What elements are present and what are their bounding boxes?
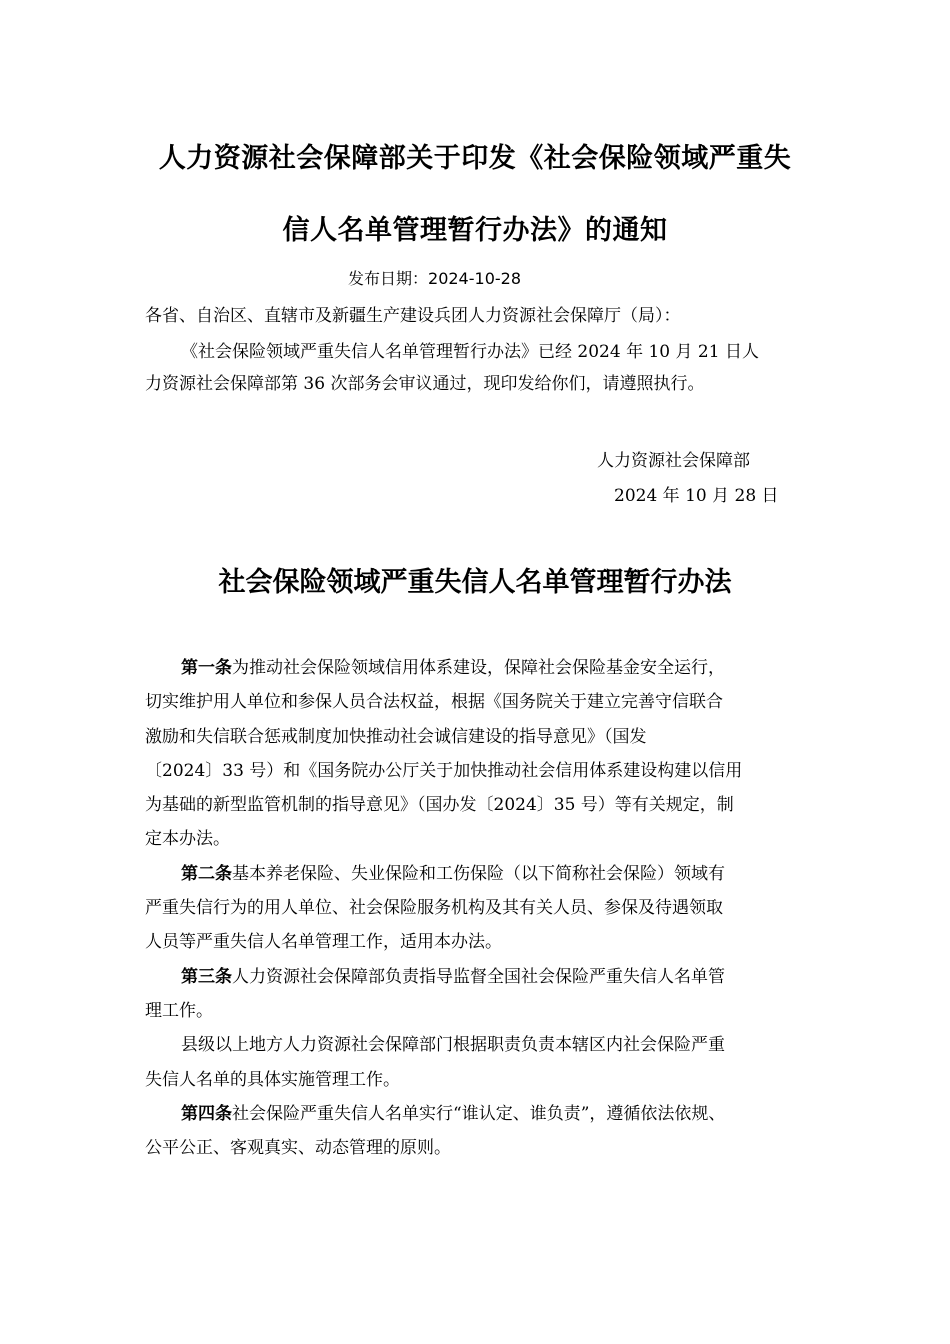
article-line: 失信人名单的具体实施管理工作。 [145, 1069, 400, 1090]
signer-date: 2024 年 10 月 28 日 [614, 486, 779, 506]
article-1-first-line [145, 651, 815, 685]
notice-body-line: 力资源社会保障部第 36 次部务会审议通过，现印发给你们，请遵照执行。 [145, 374, 705, 394]
publish-date-label: 发布日期： [348, 269, 429, 288]
measures-title: 社会保险领域严重失信人名单管理暂行办法 [218, 567, 732, 598]
article-line: 理工作。 [145, 1000, 213, 1021]
article-line: 激励和失信联合惩戒制度加快推动社会诚信建设的指导意见》（国发 [145, 726, 647, 747]
notice-body-line: 《社会保险领域严重失信人名单管理暂行办法》已经 2024 年 10 月 21 日人 [181, 342, 759, 362]
notice-title-line-1: 人力资源社会保障部关于印发《社会保险领域严重失 [158, 143, 792, 174]
article-line: 公平公正、客观真实、动态管理的原则。 [145, 1138, 451, 1159]
article-line: 〔2024〕33 号）和《国务院办公厅关于加快推动社会信用体系建设构建以信用 [145, 760, 743, 781]
article-3-first-line [145, 960, 815, 994]
article-4-first-line [145, 1097, 815, 1131]
signer-organization: 人力资源社会保障部 [597, 451, 750, 471]
article-line: 定本办法。 [145, 829, 230, 850]
article-line: 为基础的新型监管机制的指导意见》（国办发〔2024〕35 号）等有关规定，制 [145, 795, 734, 816]
publish-date [348, 266, 521, 289]
article-line: 社会保险严重失信人名单实行“谁认定、谁负责”，遵循依法依规、 [232, 1103, 726, 1124]
notice-title-line-2: 信人名单管理暂行办法》的通知 [282, 215, 668, 246]
notice-body [145, 336, 815, 400]
article-2-first-line [145, 857, 815, 891]
article-line: 严重失信行为的用人单位、社会保险服务机构及其有关人员、参保及待遇领取 [145, 898, 723, 919]
article-line: 人力资源社会保障部负责指导监督全国社会保险严重失信人名单管 [232, 966, 725, 987]
article-line: 基本养老保险、失业保险和工伤保险（以下简称社会保险）领域有 [232, 863, 725, 884]
publish-date-value: 2024-10-28 [428, 269, 521, 288]
addressee: 各省、自治区、直辖市及新疆生产建设兵团人力资源社会保障厅（局）： [145, 306, 681, 326]
articles [145, 651, 815, 1165]
article-4-label: 第四条 [181, 1103, 232, 1124]
article-2-label: 第二条 [181, 863, 232, 884]
article-line: 为推动社会保险领域信用体系建设，保障社会保险基金安全运行， [232, 658, 725, 678]
article-line: 切实维护用人单位和参保人员合法权益，根据《国务院关于建立完善守信联合 [145, 692, 723, 713]
article-line: 县级以上地方人力资源社会保障部门根据职责负责本辖区内社会保险严重 [181, 1035, 725, 1056]
article-line: 人员等严重失信人名单管理工作，适用本办法。 [145, 932, 502, 953]
article-3-label: 第三条 [181, 966, 232, 987]
article-1-label: 第一条 [181, 658, 232, 678]
